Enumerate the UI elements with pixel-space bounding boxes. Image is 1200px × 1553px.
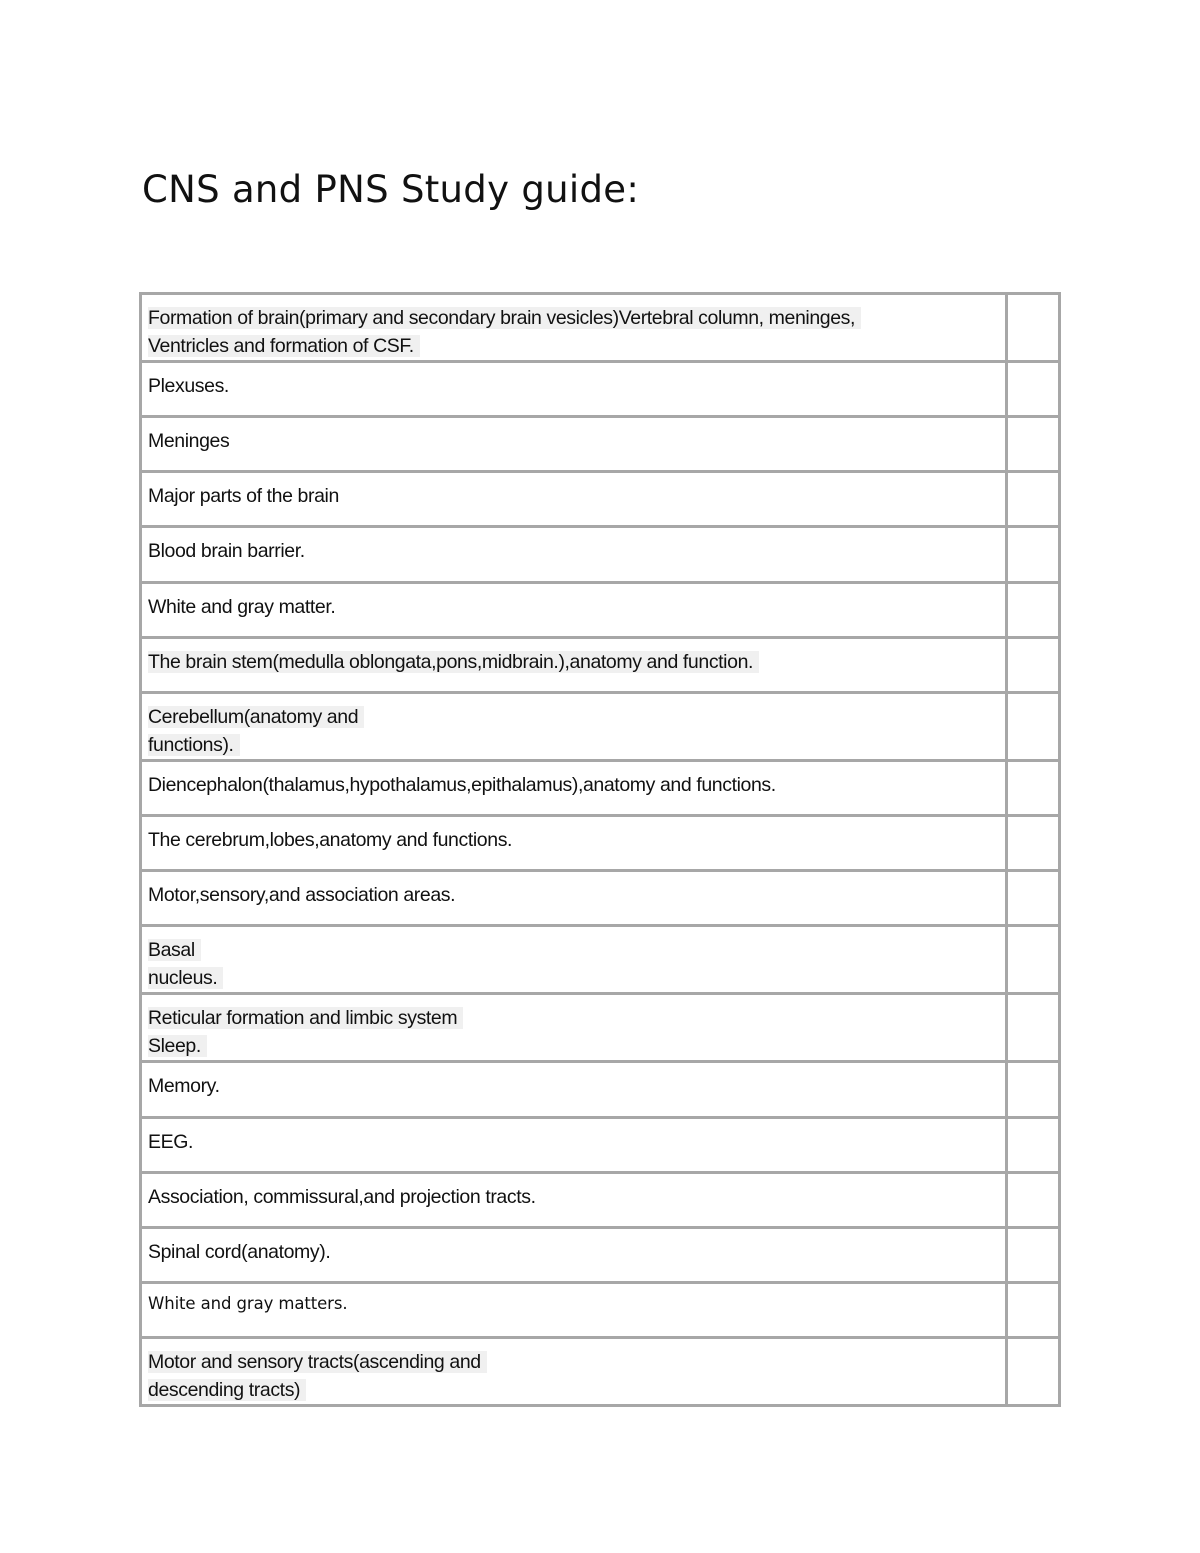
topic-text: Motor,sensory,and association areas. [148, 884, 456, 906]
table-row [141, 417, 1060, 472]
topic-text: White and gray matters. [148, 1294, 348, 1313]
topic-text: The brain stem(medulla oblongata,pons,midbrain.),anatomy and function. [142, 639, 1005, 676]
table-row [141, 472, 1060, 527]
topic-text: Meninges [148, 430, 230, 452]
topic-cell [141, 1338, 1007, 1406]
checkbox-cell[interactable] [1007, 816, 1060, 871]
topic-text: White and gray matter. [148, 596, 336, 618]
table-row [141, 1228, 1060, 1283]
checkbox-cell[interactable] [1007, 1283, 1060, 1338]
checkbox-cell[interactable] [1007, 638, 1060, 693]
topic-text: Spinal cord(anatomy). [148, 1241, 331, 1263]
topic-text: Diencephalon(thalamus,hypothalamus,epithalamus),anatomy and functions. [148, 774, 776, 796]
table-row [141, 1283, 1060, 1338]
topic-text: Reticular formation and limbic system Sleep. [142, 995, 1005, 1060]
topic-text: Formation of brain(primary and secondary brain vesicles)Vertebral column, meninges, Ventricles and formation of CSF. [142, 295, 1005, 360]
checkbox-cell[interactable] [1007, 472, 1060, 527]
topic-cell [141, 693, 1007, 761]
topic-cell [141, 527, 1007, 583]
table-row [141, 1118, 1060, 1173]
topic-cell [141, 1062, 1007, 1118]
topic-cell [141, 638, 1007, 693]
topic-cell [141, 1228, 1007, 1283]
topic-text: Cerebellum(anatomy and functions). [142, 694, 1005, 759]
topic-cell [141, 583, 1007, 638]
checkbox-cell[interactable] [1007, 761, 1060, 816]
checkbox-cell[interactable] [1007, 1338, 1060, 1406]
checkbox-cell[interactable] [1007, 1228, 1060, 1283]
topic-text: The cerebrum,lobes,anatomy and functions. [148, 829, 513, 851]
checkbox-cell[interactable] [1007, 1118, 1060, 1173]
checkbox-cell[interactable] [1007, 693, 1060, 761]
topic-cell [141, 362, 1007, 417]
topic-cell [141, 926, 1007, 994]
checkbox-cell[interactable] [1007, 1062, 1060, 1118]
checkbox-cell[interactable] [1007, 417, 1060, 472]
topic-text: Plexuses. [148, 375, 229, 397]
topic-cell [141, 1173, 1007, 1228]
page-title: CNS and PNS Study guide: [142, 168, 640, 211]
topic-text: Major parts of the brain [148, 485, 339, 507]
table-row [141, 638, 1060, 693]
checkbox-cell[interactable] [1007, 1173, 1060, 1228]
table-row [141, 583, 1060, 638]
checkbox-cell[interactable] [1007, 527, 1060, 583]
table-row [141, 761, 1060, 816]
topic-text: Motor and sensory tracts(ascending and descending tracts) [142, 1339, 1005, 1404]
checkbox-cell[interactable] [1007, 362, 1060, 417]
checkbox-cell[interactable] [1007, 583, 1060, 638]
topic-text: Blood brain barrier. [148, 540, 305, 562]
topic-cell [141, 816, 1007, 871]
topic-cell [141, 417, 1007, 472]
table-row [141, 693, 1060, 761]
topic-text: Memory. [148, 1075, 220, 1097]
table-row [141, 871, 1060, 926]
topic-text: Basal nucleus. [142, 927, 1005, 992]
topic-cell [141, 1118, 1007, 1173]
checkbox-cell[interactable] [1007, 994, 1060, 1062]
study-topics-table [139, 292, 1061, 1407]
table-row [141, 994, 1060, 1062]
table-row [141, 816, 1060, 871]
topic-text: EEG. [148, 1131, 193, 1153]
topic-cell [141, 1283, 1007, 1338]
table-row [141, 1173, 1060, 1228]
table-row [141, 362, 1060, 417]
table-row [141, 527, 1060, 583]
table-row [141, 926, 1060, 994]
topic-cell [141, 761, 1007, 816]
topic-cell [141, 294, 1007, 362]
topic-text: Association, commissural,and projection tracts. [148, 1186, 536, 1208]
checkbox-cell[interactable] [1007, 294, 1060, 362]
checkbox-cell[interactable] [1007, 871, 1060, 926]
table-row [141, 294, 1060, 362]
topic-cell [141, 871, 1007, 926]
checkbox-cell[interactable] [1007, 926, 1060, 994]
table-row [141, 1338, 1060, 1406]
topic-cell [141, 472, 1007, 527]
topic-cell [141, 994, 1007, 1062]
table-row [141, 1062, 1060, 1118]
